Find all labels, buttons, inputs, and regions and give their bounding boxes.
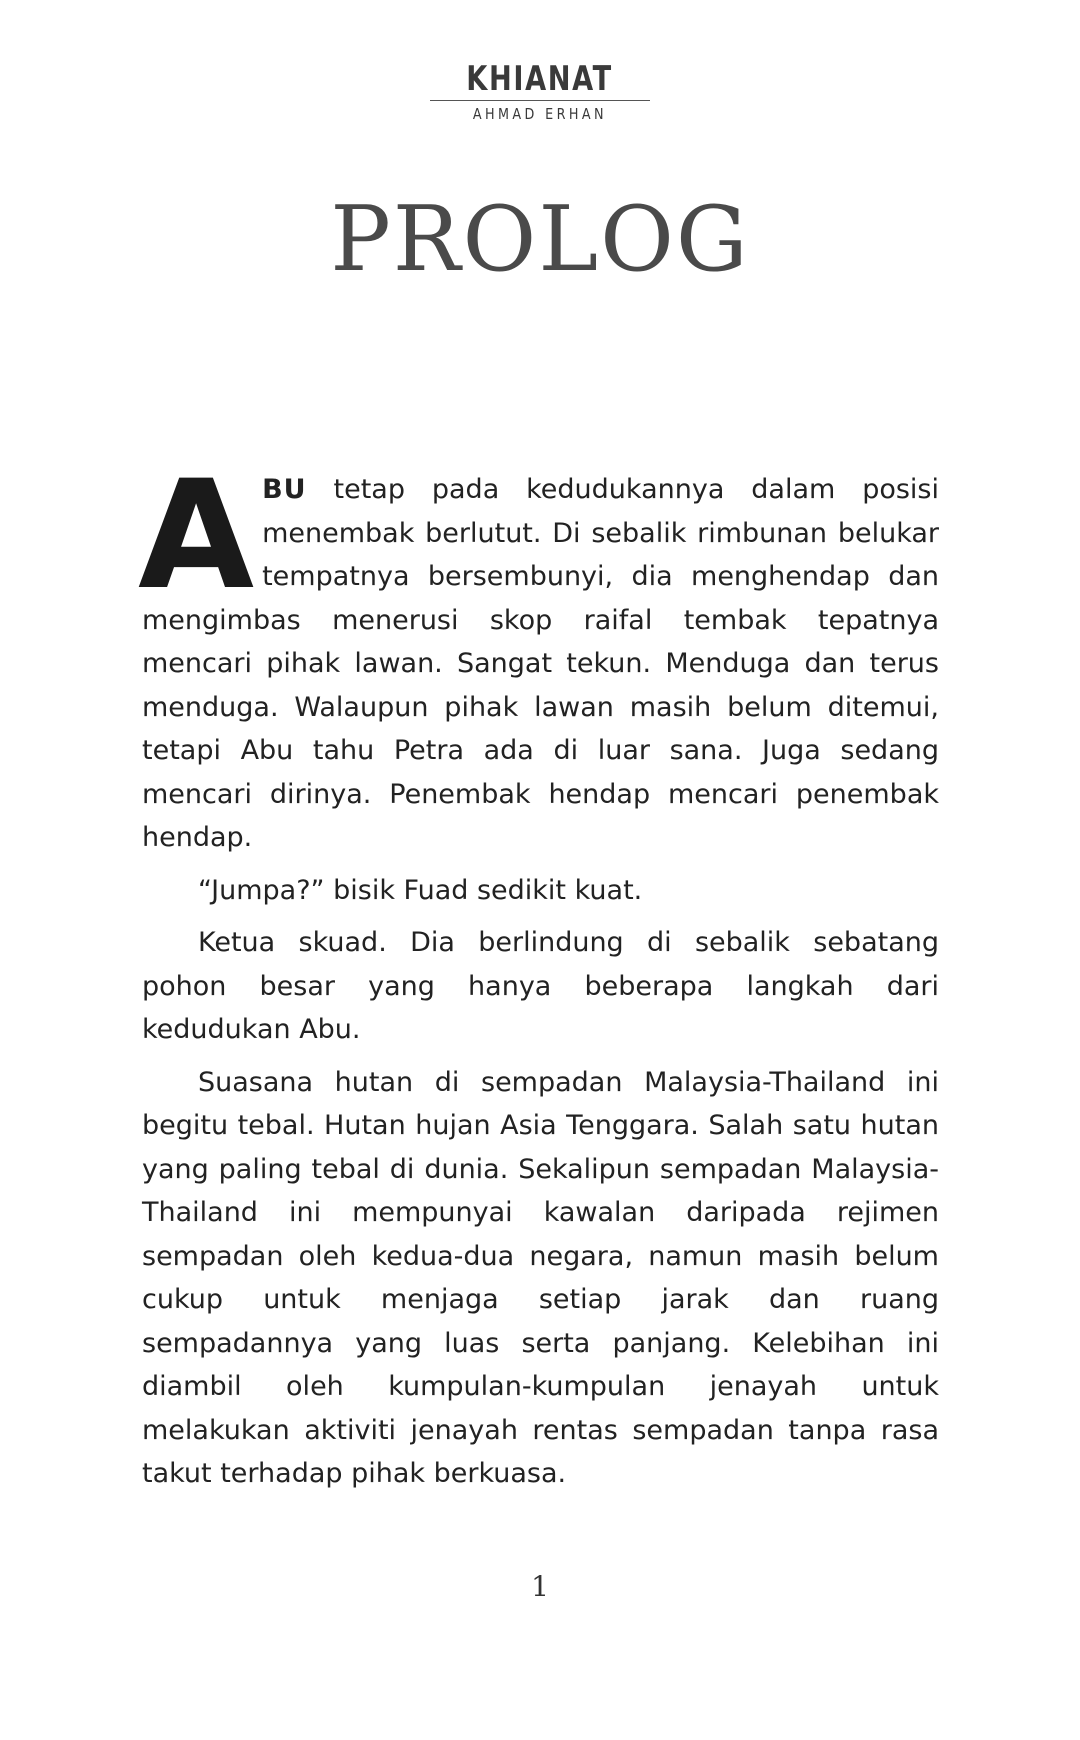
paragraph-1 (138, 449, 939, 860)
drop-cap: A (138, 449, 255, 623)
paragraph-4: Suasana hutan di sempadan Malaysia-Thailand ini begitu tebal. Hutan hujan Asia Tenggara. Salah satu hutan yang paling tebal di dunia. Sekalipun sempadan Malaysia-Thailand ini mempunyai kawalan daripada rejimen sempadan oleh kedua-dua negara, namun masih belum cukup untuk menjaga setiap jarak dan ruang sempadannya yang luas serta panjang. Kelebihan ini diambil oleh kumpulan-kumpulan jenayah untuk melakukan aktiviti jenayah rentas sempadan tanpa rasa takut terhadap pihak berkuasa. (142, 1066, 939, 1489)
running-header (0, 60, 1080, 124)
chapter-body (138, 449, 939, 1505)
book-author: AHMAD ERHAN (472, 105, 608, 123)
paragraph-2: “Jumpa?” bisik Fuad sedikit kuat. (198, 874, 643, 906)
header-divider (430, 100, 650, 101)
paragraph-3: Ketua skuad. Dia berlindung di sebalik sebatang pohon besar yang hanya beberapa langkah dari kedudukan Abu. (142, 927, 939, 1045)
book-title: KHIANAT (466, 59, 614, 99)
chapter-title: PROLOG (330, 187, 750, 292)
paragraph-1-text: tetap pada kedudukannya dalam posisi menembak berlutut. Di sebalik rimbunan belukar tempatnya bersembunyi, dia menghendap dan mengimbas menerusi skop raifal tembak tepatnya mencari pihak lawan. Sangat tekun. Menduga dan terus menduga. Walaupun pihak lawan masih belum ditemui, tetapi Abu tahu Petra ada di luar sana. Juga sedang mencari dirinya. Penembak hendap mencari penembak hendap. (142, 474, 939, 853)
page-number: 1 (531, 1570, 549, 1603)
lead-word: BU (262, 474, 307, 505)
